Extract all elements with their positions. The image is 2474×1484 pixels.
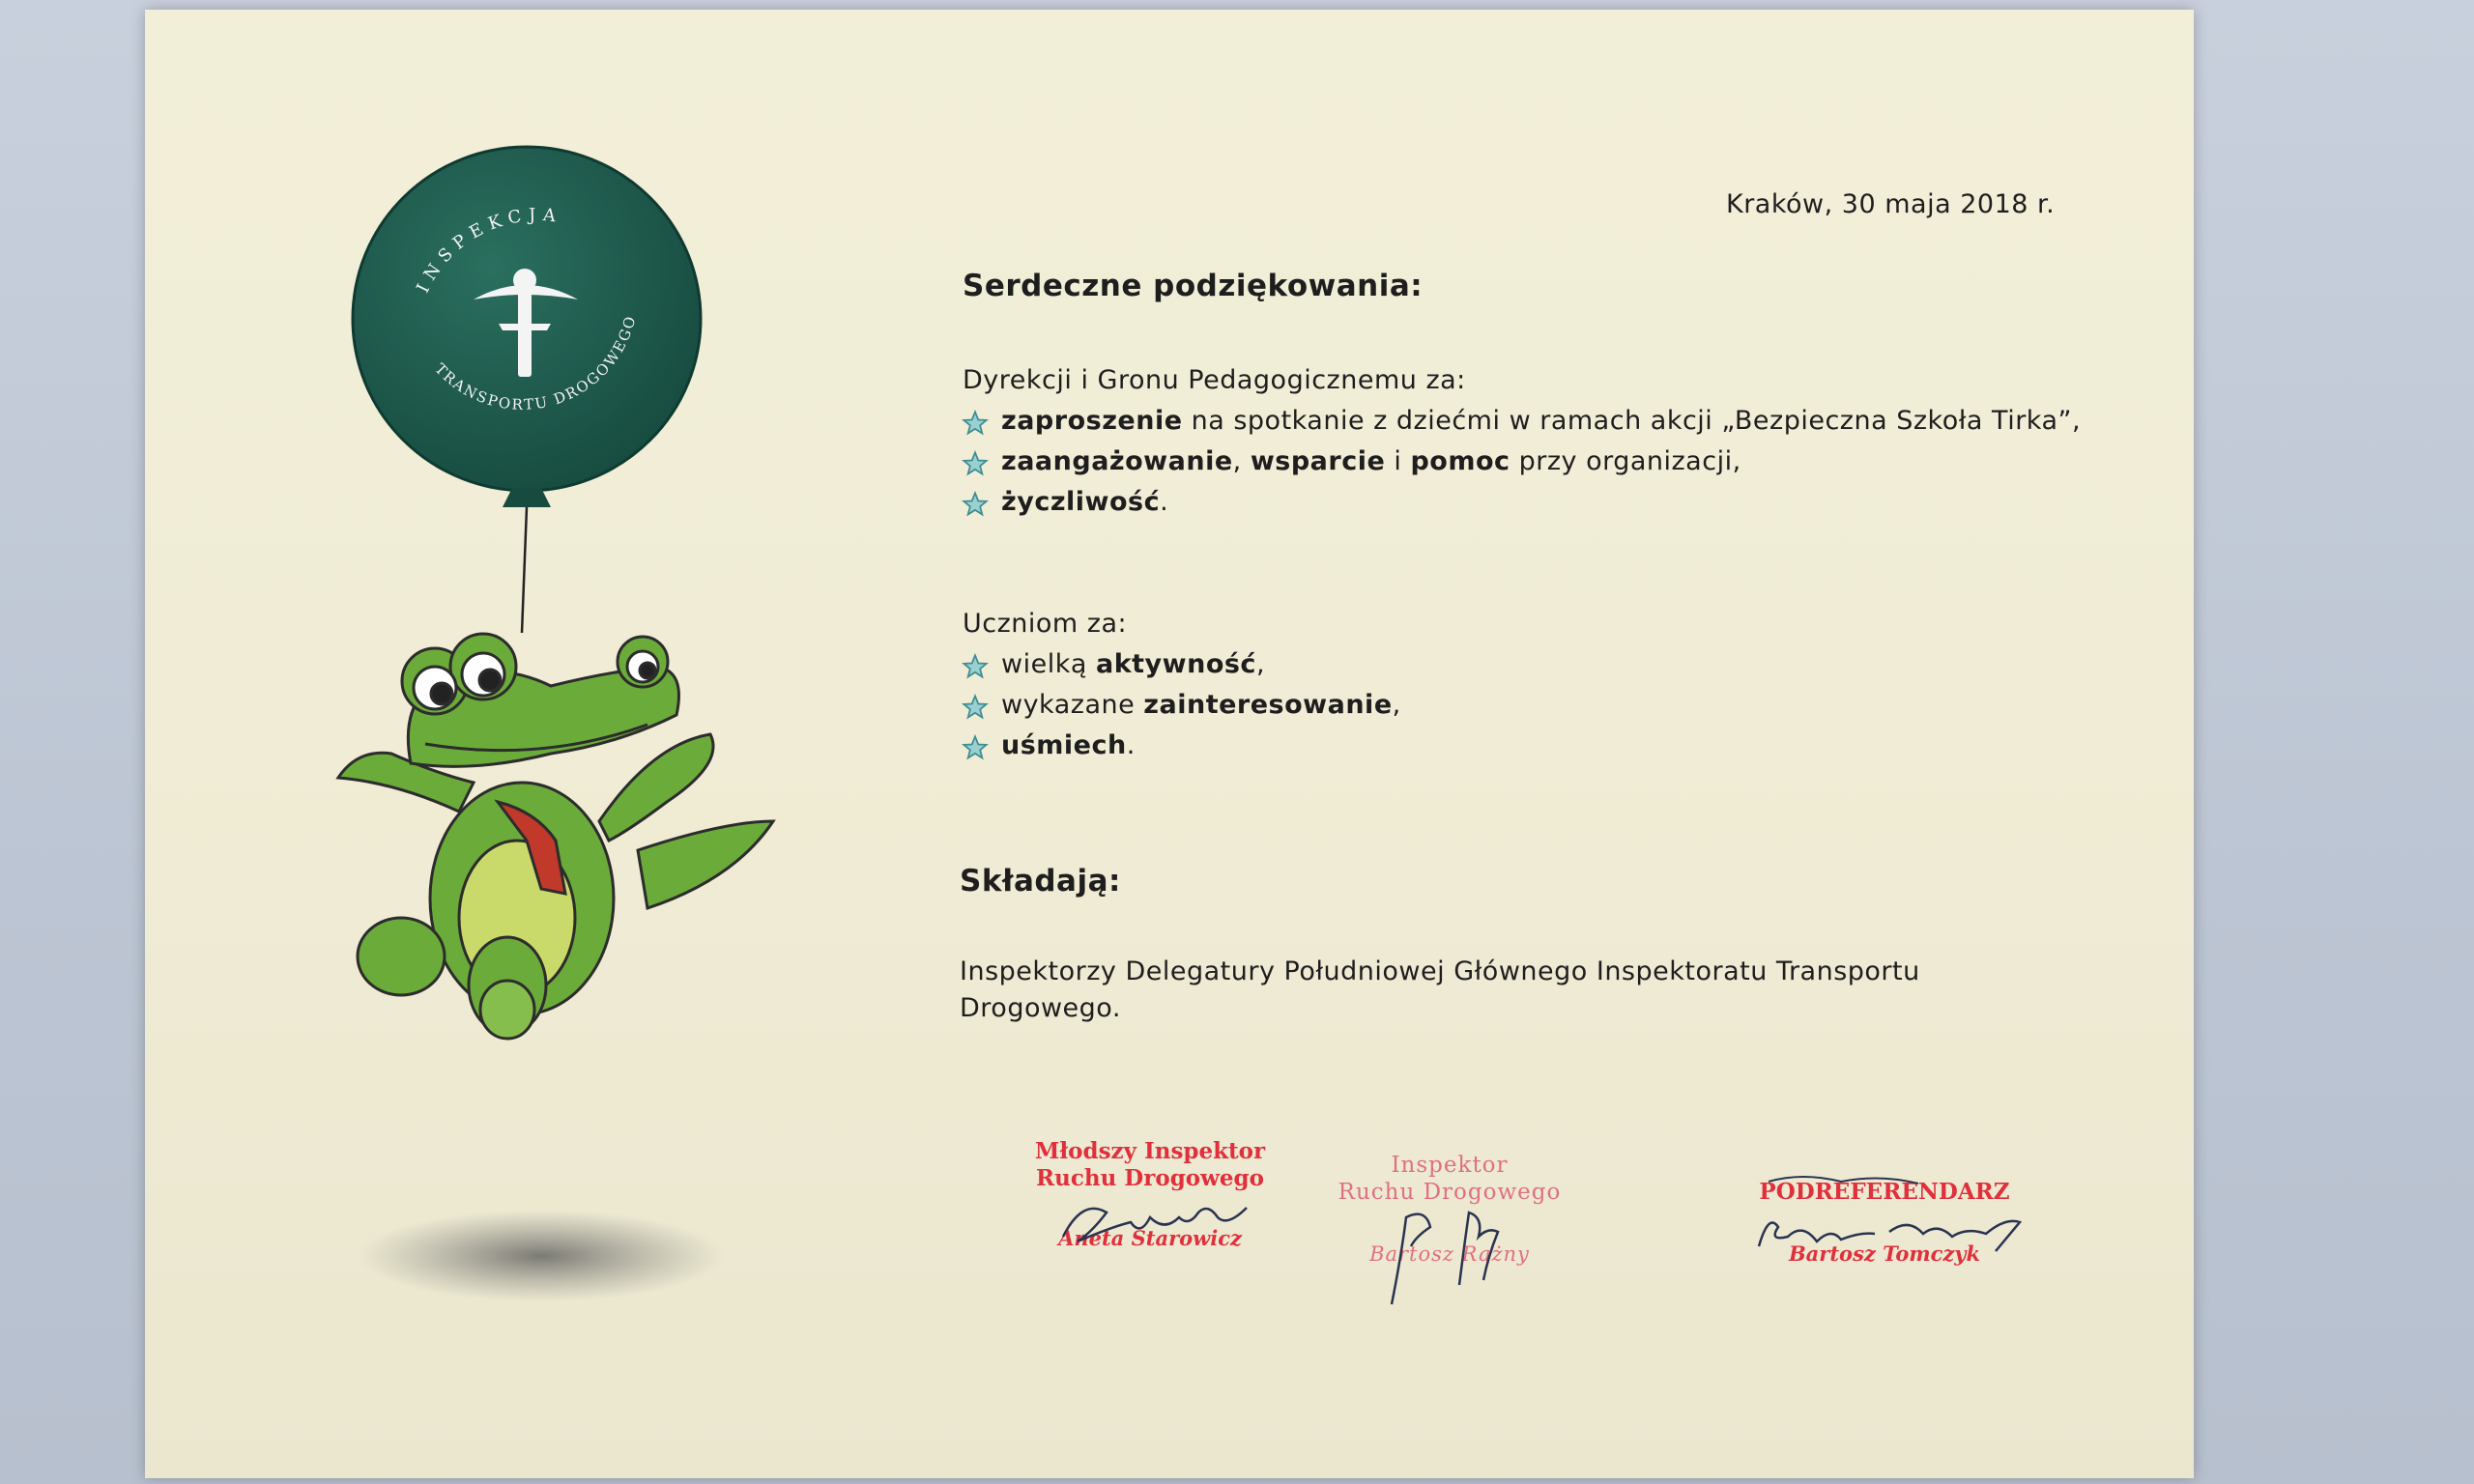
star-bullet-icon: [962, 734, 989, 761]
stamp-title: PODREFERENDARZ: [1759, 1179, 2010, 1205]
signed-label: Składają:: [960, 864, 1121, 899]
stamp-title: Ruchu Drogowego: [1036, 1165, 1264, 1191]
stamp-name: Bartosz Rażny: [1369, 1242, 1530, 1266]
staff-item-2: zaangażowanie, wsparcie i pomoc przy organizacji,: [1001, 446, 1741, 476]
heading: Serdeczne podziękowania:: [963, 269, 1424, 303]
stamp-title: Ruchu Drogowego: [1338, 1180, 1562, 1205]
signers-line-2: Drogowego.: [960, 993, 1121, 1023]
star-bullet-icon: [962, 410, 989, 437]
star-bullet-icon: [962, 450, 989, 477]
staff-item-1: zaproszenie na spotkanie z dziećmi w ramach akcji „Bezpieczna Szkoła Tirka”,: [1001, 406, 2082, 436]
certificate-sheet: [145, 10, 2194, 1478]
student-item-3: uśmiech.: [1001, 730, 1136, 760]
signers-line-1: Inspektorzy Delegatury Południowej Głównego Inspektoratu Transportu: [960, 956, 1920, 986]
stamp-title: Inspektor: [1391, 1153, 1509, 1178]
date: Kraków, 30 maja 2018 r.: [1726, 189, 2056, 219]
svg-text:INSPEKCJA: INSPEKCJA: [413, 205, 564, 297]
mascot-illustration: [319, 145, 783, 1333]
staff-intro: Dyrekcji i Gronu Pedagogicznemu za:: [963, 365, 1466, 395]
student-item-2: wykazane zainteresowanie,: [1001, 690, 1401, 720]
signature-3: [1744, 1164, 2054, 1270]
star-bullet-icon: [962, 694, 989, 721]
star-bullet-icon: [962, 491, 989, 518]
stamp-title: Młodszy Inspektor: [1034, 1138, 1266, 1164]
svg-text:TRANSPORTU DROGOWEGO: TRANSPORTU DROGOWEGO: [431, 312, 640, 414]
stamp-name: Bartosz Tomczyk: [1788, 1241, 1981, 1266]
stamp-name: Aneta Starowicz: [1058, 1226, 1242, 1250]
student-item-1: wielką aktywność,: [1001, 649, 1266, 679]
star-bullet-icon: [962, 653, 989, 680]
crocodile: [338, 634, 773, 1039]
staff-item-3: życzliwość.: [1001, 487, 1169, 517]
signature-2: [1372, 1198, 1546, 1314]
students-intro: Uczniom za:: [963, 609, 1128, 639]
signature-1: [1053, 1188, 1266, 1256]
